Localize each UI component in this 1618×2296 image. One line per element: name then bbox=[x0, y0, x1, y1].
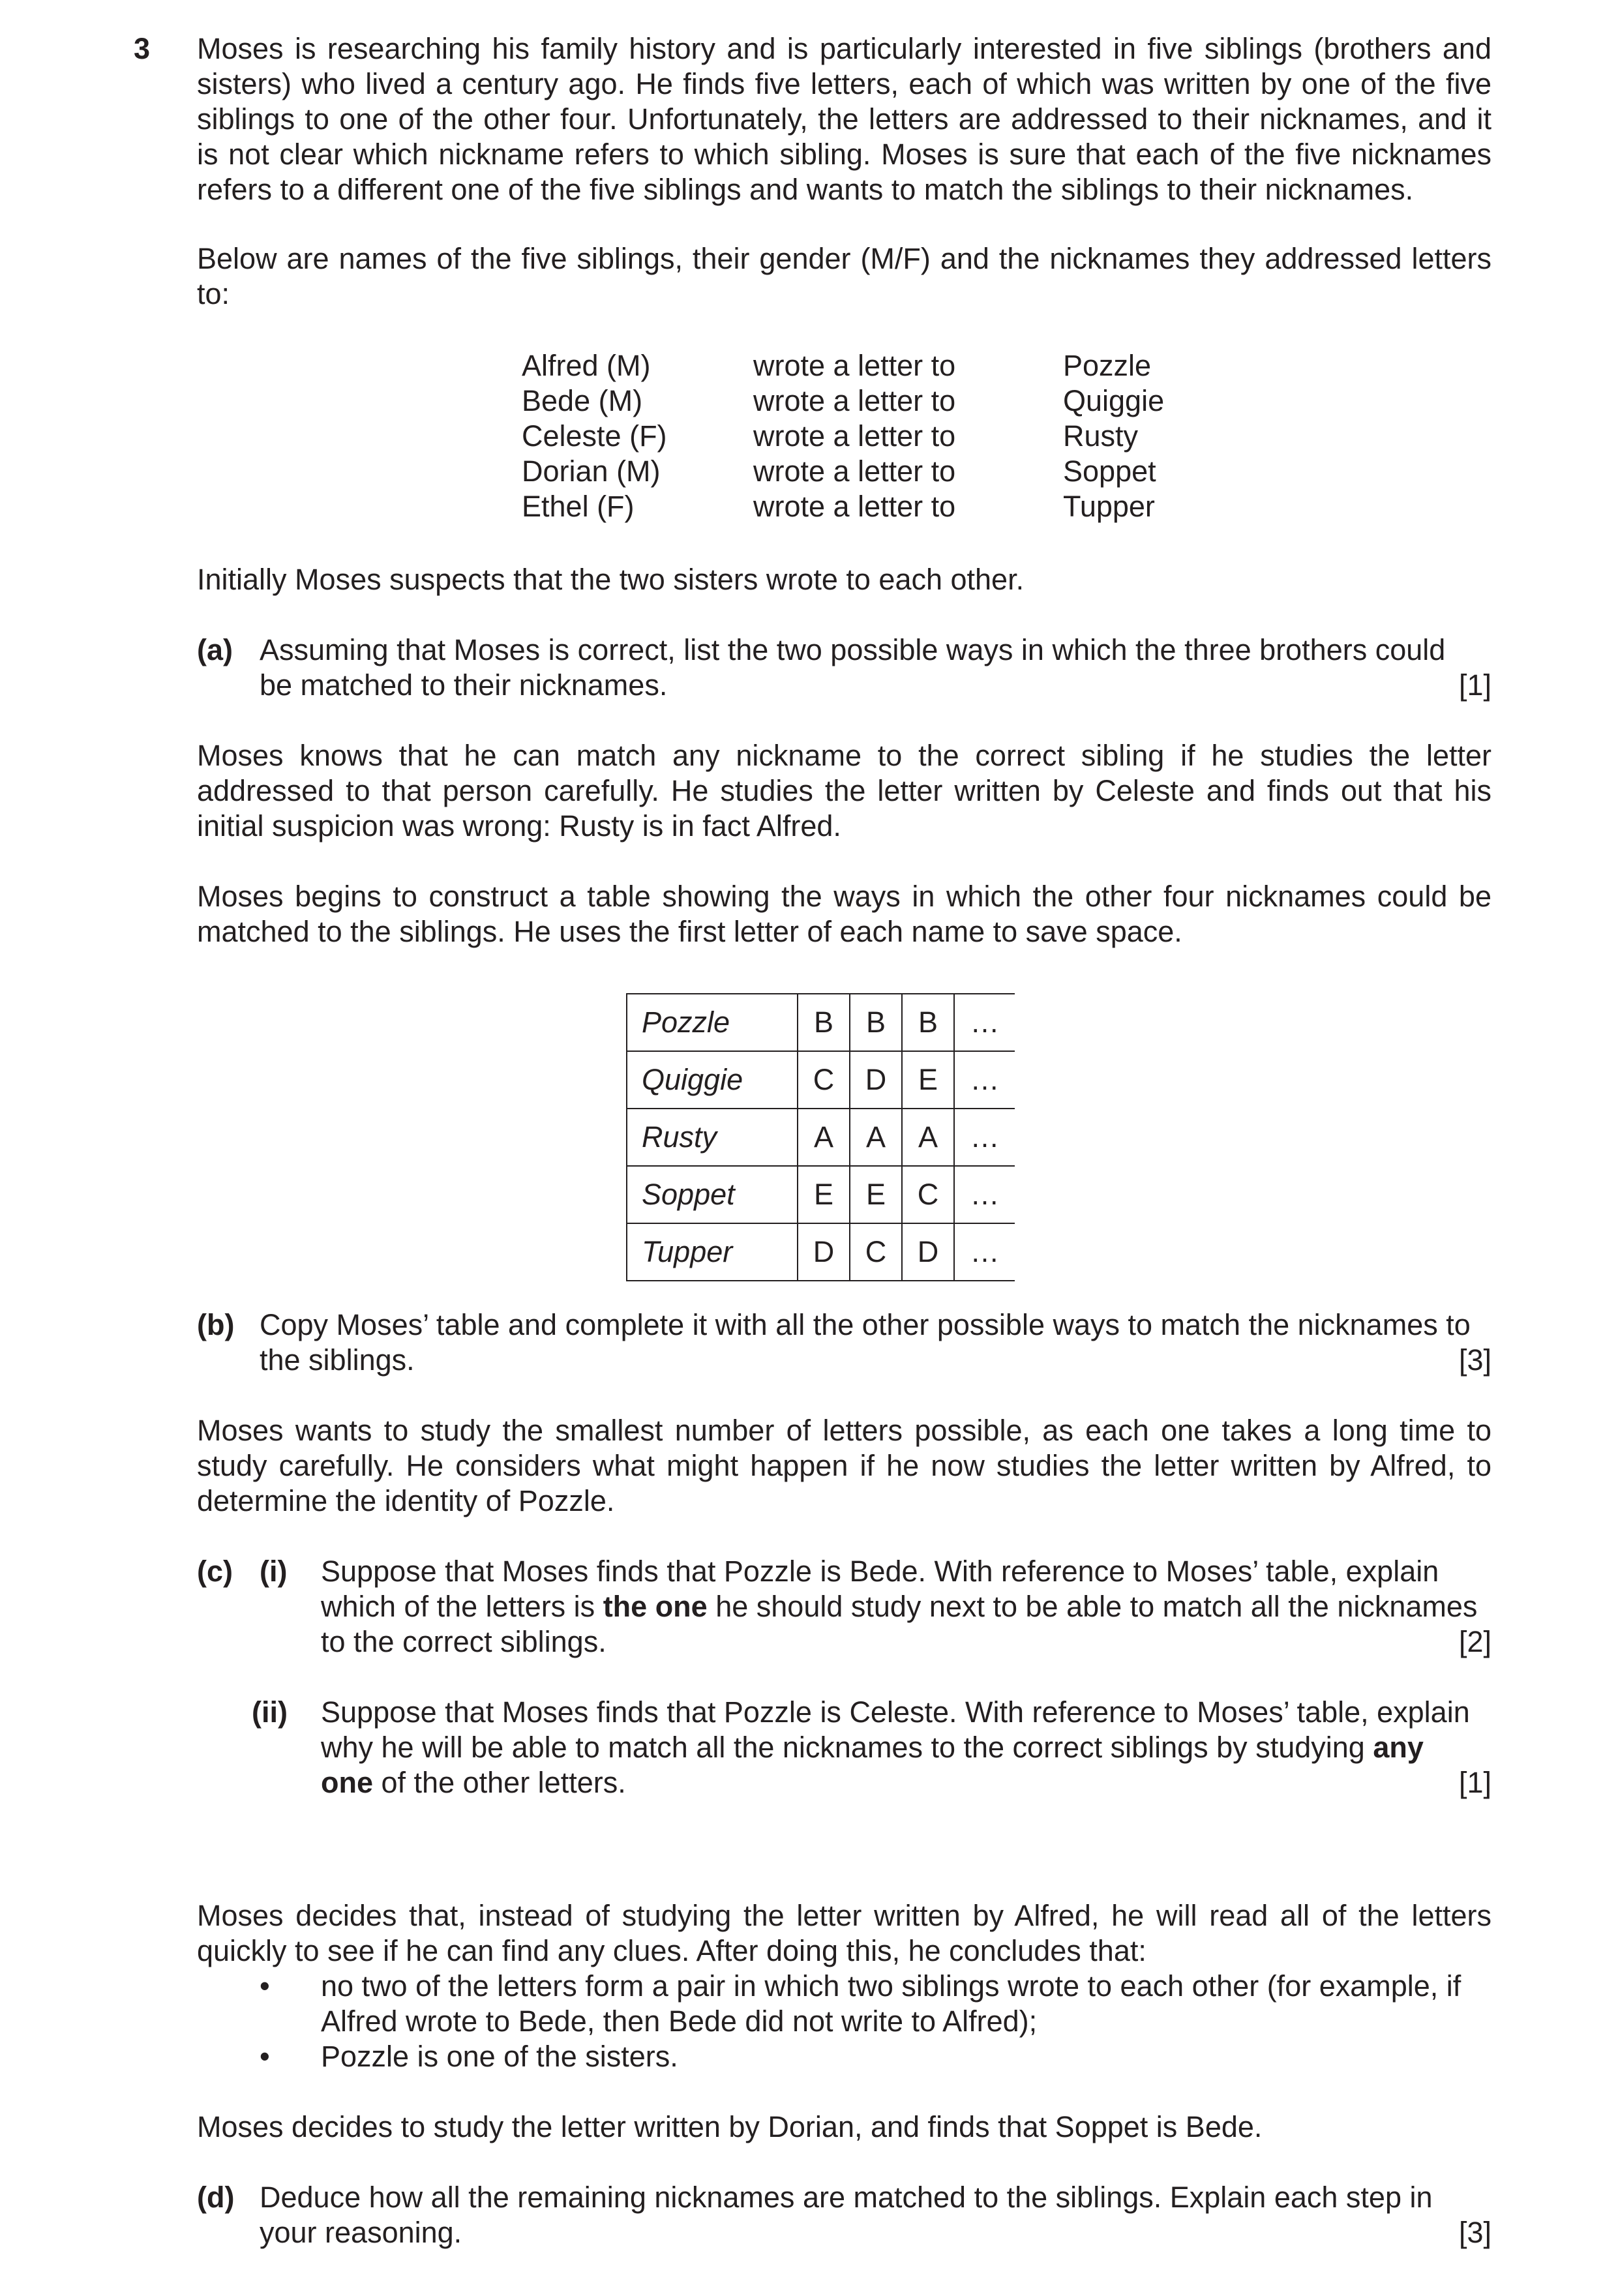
part-c-i-line2: which of the letters is the one he should study next to be able to match all the nicknames bbox=[321, 1590, 1478, 1623]
table-cell: B bbox=[902, 994, 954, 1051]
sibling-verb: wrote a letter to bbox=[753, 419, 956, 453]
table-cell: A bbox=[850, 1109, 902, 1166]
sibling-nickname: Rusty bbox=[1063, 419, 1139, 453]
knows-paragraph: Moses knows that he can match any nickname to the correct sibling if he studies the letter addressed to that person carefully. He studies the letter written by Celeste and finds out that his initial suspicion was wrong: Rusty is in fact Alfred. bbox=[197, 739, 1491, 842]
part-c-i-line1: Suppose that Moses finds that Pozzle is Bede. With reference to Moses’ table, explain bbox=[321, 1555, 1439, 1588]
table-cell: A bbox=[798, 1109, 850, 1166]
table-cell: D bbox=[850, 1051, 902, 1109]
below-intro-paragraph: Below are names of the five siblings, their gender (M/F) and the nicknames they addressed letters to: bbox=[197, 242, 1491, 310]
dorian-paragraph: Moses decides to study the letter written by Dorian, and finds that Soppet is Bede. bbox=[197, 2110, 1263, 2143]
sibling-name: Bede (M) bbox=[522, 384, 643, 417]
table-cell: C bbox=[850, 1223, 902, 1281]
part-a-label: (a) bbox=[197, 633, 233, 666]
nickname-table bbox=[626, 993, 1015, 1281]
sibling-row bbox=[522, 383, 1164, 419]
table-row bbox=[627, 994, 1015, 1051]
table-cell: A bbox=[902, 1109, 954, 1166]
question-number: 3 bbox=[134, 32, 151, 65]
sibling-name: Alfred (M) bbox=[522, 349, 651, 382]
part-a-marks: [1] bbox=[1458, 668, 1491, 702]
table-row bbox=[627, 1109, 1015, 1166]
table-cell: E bbox=[902, 1051, 954, 1109]
row-nickname: Pozzle bbox=[627, 994, 798, 1051]
bullet-icon: • bbox=[260, 1969, 270, 2003]
bullet-icon: • bbox=[260, 2040, 270, 2073]
sibling-nickname: Tupper bbox=[1063, 490, 1155, 523]
table-ellipsis: … bbox=[954, 1109, 1015, 1166]
table-cell: B bbox=[850, 994, 902, 1051]
table-cell: E bbox=[850, 1166, 902, 1223]
table-row bbox=[627, 1051, 1015, 1109]
part-a-line1: Assuming that Moses is correct, list the two possible ways in which the three brothers could bbox=[260, 633, 1446, 666]
initial-suspicion: Initially Moses suspects that the two sisters wrote to each other. bbox=[197, 563, 1025, 596]
part-d-label: (d) bbox=[197, 2181, 235, 2214]
decides-paragraph: Moses decides that, instead of studying the letter written by Alfred, he will read all of the letters quickly to see if he can find any clues. After doing this, he concludes that: bbox=[197, 1899, 1491, 1967]
table-cell: B bbox=[798, 994, 850, 1051]
smallest-paragraph: Moses wants to study the smallest number of letters possible, as each one takes a long time to study carefully. He considers what might happen if he now studies the letter written by Alfred, to determine the identity of Pozzle. bbox=[197, 1414, 1491, 1517]
part-c-label: (c) bbox=[197, 1555, 233, 1588]
row-nickname: Soppet bbox=[627, 1166, 798, 1223]
table-row bbox=[627, 1166, 1015, 1223]
table-paragraph: Moses begins to construct a table showing the ways in which the other four nicknames could be matched to the siblings. He uses the first letter of each name to save space. bbox=[197, 880, 1491, 948]
part-c-ii-line2: why he will be able to match all the nicknames to the correct siblings by studying any bbox=[321, 1731, 1424, 1764]
intro-paragraph: Moses is researching his family history and is particularly interested in five siblings (brothers and sisters) who lived a century ago. He finds five letters, each of which was written by one of the five siblings to one of the other four. Unfortunately, the letters are addressed to their nicknames, and it is not clear which nickname refers to which sibling. Moses is sure that each of the five nicknames refers to a different one of the five siblings and wants to match the siblings to their nicknames. bbox=[197, 32, 1491, 206]
sibling-verb: wrote a letter to bbox=[753, 455, 956, 488]
part-a-line2: be matched to their nicknames. bbox=[260, 668, 668, 702]
table-ellipsis: … bbox=[954, 1223, 1015, 1281]
row-nickname: Quiggie bbox=[627, 1051, 798, 1109]
sibling-nickname: Soppet bbox=[1063, 455, 1156, 488]
table-cell: D bbox=[798, 1223, 850, 1281]
part-c-ii-line3: one of the other letters. bbox=[321, 1766, 626, 1799]
part-d-marks: [3] bbox=[1458, 2216, 1491, 2249]
sibling-row bbox=[522, 454, 1164, 489]
sibling-verb: wrote a letter to bbox=[753, 490, 956, 523]
table-ellipsis: … bbox=[954, 1051, 1015, 1109]
part-d-line2: your reasoning. bbox=[260, 2216, 462, 2249]
part-c-ii-marks: [1] bbox=[1458, 1766, 1491, 1799]
part-b-marks: [3] bbox=[1458, 1343, 1491, 1377]
table-cell: D bbox=[902, 1223, 954, 1281]
part-d-line1: Deduce how all the remaining nicknames are matched to the siblings. Explain each step in bbox=[260, 2181, 1433, 2214]
table-ellipsis: … bbox=[954, 994, 1015, 1051]
table-cell: C bbox=[902, 1166, 954, 1223]
table-cell: C bbox=[798, 1051, 850, 1109]
part-b-line2: the siblings. bbox=[260, 1343, 415, 1377]
table-row bbox=[627, 1223, 1015, 1281]
part-b-label: (b) bbox=[197, 1308, 235, 1341]
sibling-name: Celeste (F) bbox=[522, 419, 667, 453]
sibling-name: Ethel (F) bbox=[522, 490, 635, 523]
part-c-i-label: (i) bbox=[260, 1555, 288, 1588]
siblings-table bbox=[522, 348, 1164, 524]
sibling-nickname: Quiggie bbox=[1063, 384, 1165, 417]
sibling-row bbox=[522, 419, 1164, 454]
part-c-i-marks: [2] bbox=[1458, 1625, 1491, 1658]
sibling-verb: wrote a letter to bbox=[753, 349, 956, 382]
sibling-nickname: Pozzle bbox=[1063, 349, 1152, 382]
table-ellipsis: … bbox=[954, 1166, 1015, 1223]
bullet-1-line2: Alfred wrote to Bede, then Bede did not write to Alfred); bbox=[321, 2005, 1038, 2038]
part-c-ii-label: (ii) bbox=[252, 1695, 288, 1729]
sibling-row bbox=[522, 489, 1164, 524]
part-b-line1: Copy Moses’ table and complete it with all the other possible ways to match the nicknames to bbox=[260, 1308, 1471, 1341]
table-cell: E bbox=[798, 1166, 850, 1223]
part-c-ii-line1: Suppose that Moses finds that Pozzle is Celeste. With reference to Moses’ table, explain bbox=[321, 1695, 1470, 1729]
part-c-i-line3: to the correct siblings. bbox=[321, 1625, 607, 1658]
row-nickname: Rusty bbox=[627, 1109, 798, 1166]
sibling-verb: wrote a letter to bbox=[753, 384, 956, 417]
sibling-name: Dorian (M) bbox=[522, 455, 661, 488]
row-nickname: Tupper bbox=[627, 1223, 798, 1281]
bullet-1-line1: no two of the letters form a pair in which two siblings wrote to each other (for example, if bbox=[321, 1969, 1461, 2003]
bullet-2-line1: Pozzle is one of the sisters. bbox=[321, 2040, 678, 2073]
sibling-row bbox=[522, 348, 1164, 383]
